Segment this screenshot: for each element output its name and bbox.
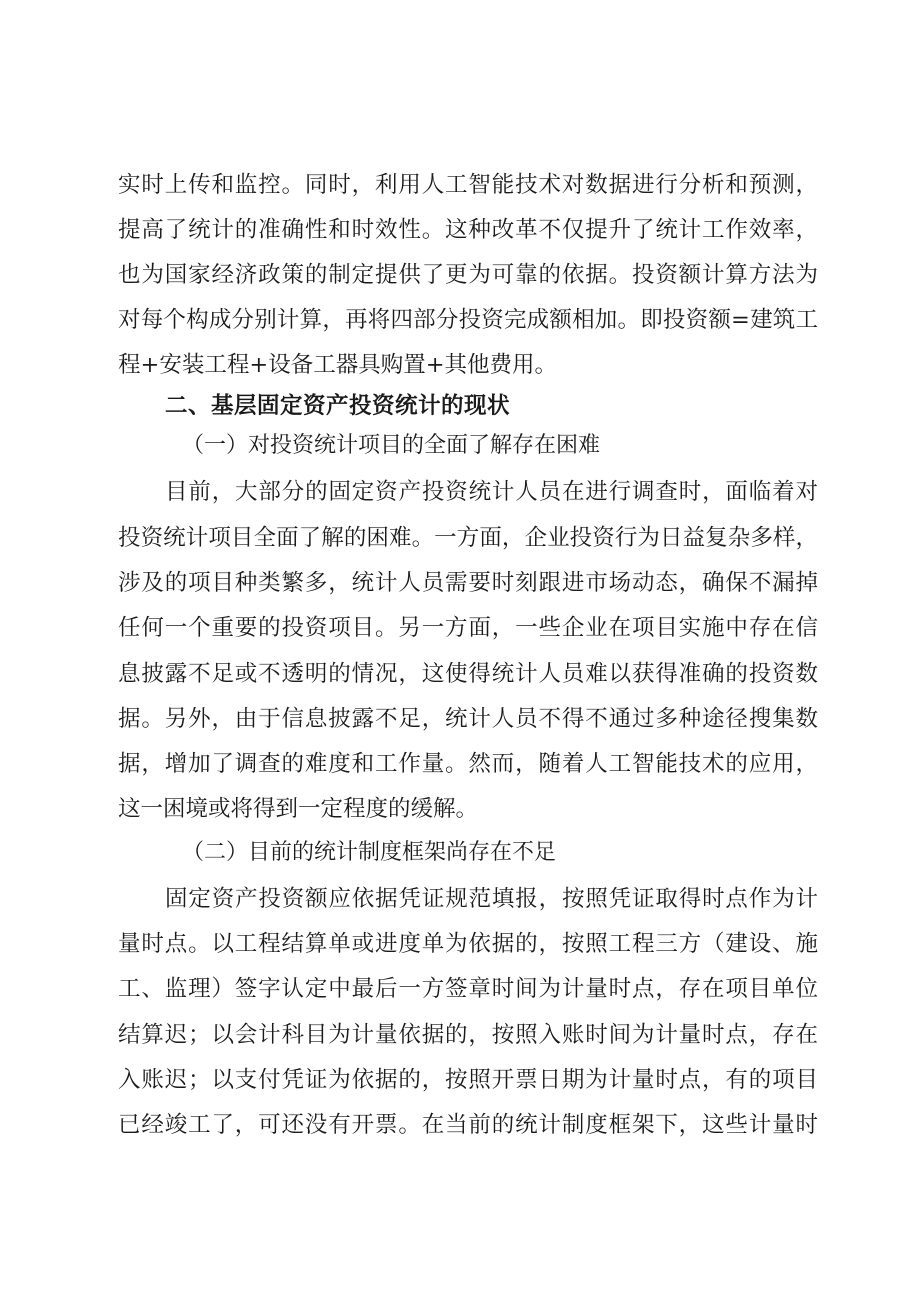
subsection-heading-2: （二）目前的统计制度框架尚存在不足 [182,840,557,865]
paragraph-line: 工、监理）签字认定中最后一方签章时间为计量时点，存在项目单位 [118,976,818,1002]
paragraph-line: 提高了统计的准确性和时效性。这种改革不仅提升了统计工作效率， [118,217,818,243]
paragraph-line: 据。另外，由于信息披露不足，统计人员不得不通过多种途径搜集数 [118,706,818,732]
paragraph-line: 固定资产投资额应依据凭证规范填报，按照凭证取得时点作为计 [165,886,818,912]
paragraph-line: 任何一个重要的投资项目。另一方面，一些企业在项目实施中存在信 [118,615,818,641]
paragraph-line: 这一困境或将得到一定程度的缓解。 [118,796,479,822]
paragraph-line: 对每个构成分别计算，再将四部分投资完成额相加。即投资额=建筑工 [118,307,818,333]
paragraph-line: 涉及的项目种类繁多，统计人员需要时刻跟进市场动态，确保不漏掉 [118,570,818,596]
paragraph-line: 目前，大部分的固定资产投资统计人员在进行调查时，面临着对 [165,479,818,505]
paragraph-line: 也为国家经济政策的制定提供了更为可靠的依据。投资额计算方法为 [118,262,818,288]
paragraph-line: 投资统计项目全面了解的困难。一方面，企业投资行为日益复杂多样， [118,525,818,551]
paragraph-line: 已经竣工了，可还没有开票。在当前的统计制度框架下，这些计量时 [118,1112,818,1138]
paragraph-line: 据，增加了调查的难度和工作量。然而，随着人工智能技术的应用， [118,751,818,777]
section-heading: 二、基层固定资产投资统计的现状 [165,393,511,419]
subsection-heading-1: （一）对投资统计项目的全面了解存在困难 [182,433,601,458]
paragraph-line: 入账迟；以支付凭证为依据的，按照开票日期为计量时点，有的项目 [118,1067,818,1093]
paragraph-line: 实时上传和监控。同时，利用人工智能技术对数据进行分析和预测， [118,172,818,198]
paragraph-line: 息披露不足或不透明的情况，这使得统计人员难以获得准确的投资数 [118,661,818,687]
paragraph-line: 程+安装工程+设备工器具购置+其他费用。 [118,352,558,378]
paragraph-line: 量时点。以工程结算单或进度单为依据的，按照工程三方（建设、施 [118,931,818,957]
paragraph-line: 结算迟；以会计科目为计量依据的，按照入账时间为计量时点，存在 [118,1022,818,1048]
